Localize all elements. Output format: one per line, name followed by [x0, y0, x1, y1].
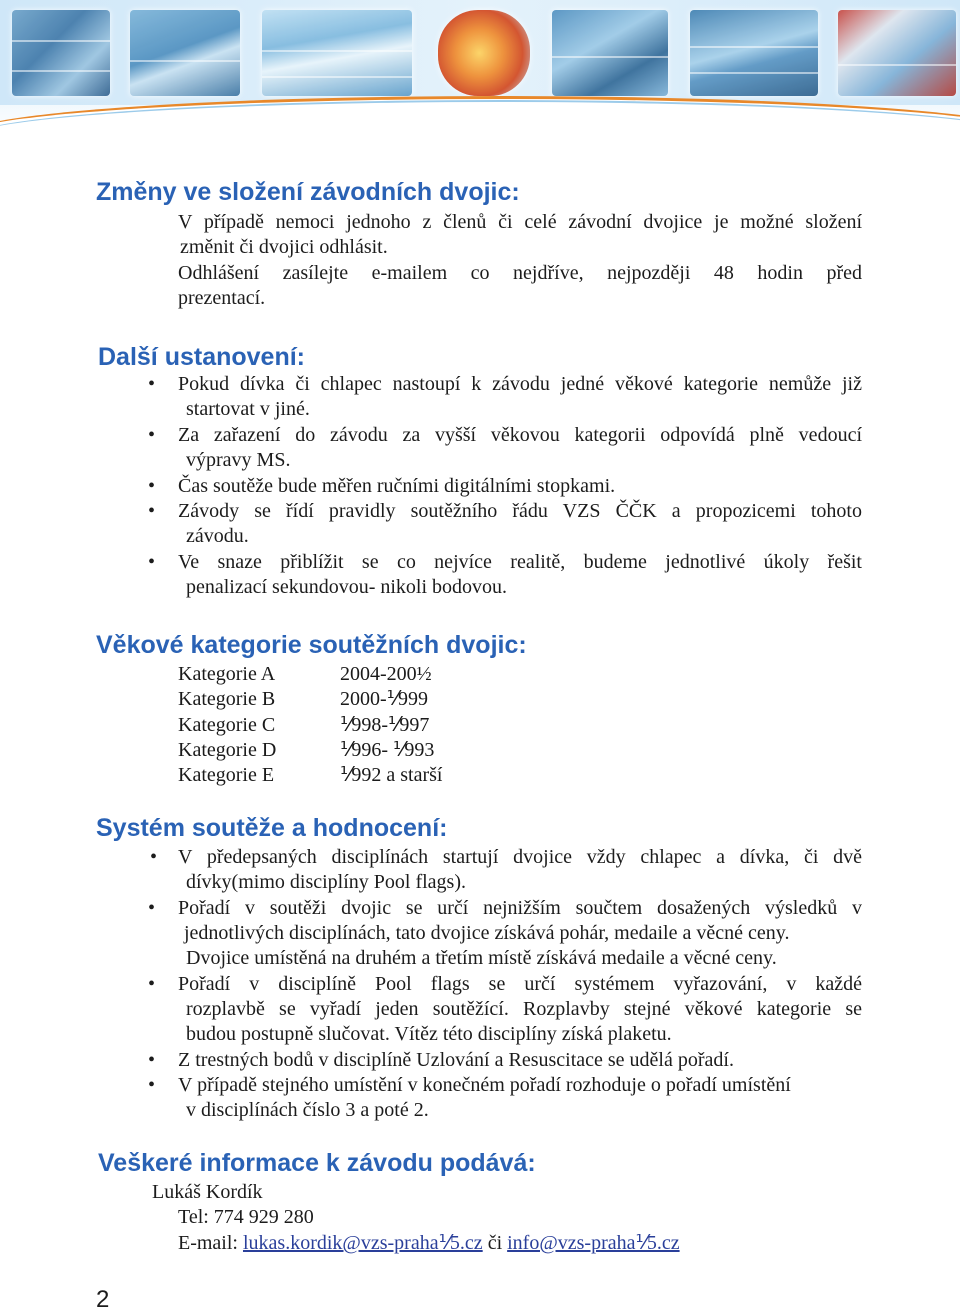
text-line: prezentací. — [178, 287, 266, 309]
photo-swimmer-underwater — [130, 10, 240, 96]
heading-system: Systém soutěže a hodnocení: — [96, 814, 448, 842]
contact-name: Lukáš Kordík — [152, 1181, 263, 1203]
category-name: Kategorie E — [178, 764, 275, 786]
list-item: Závody se řídí pravidly soutěžního řádu VZS ČČK a propozicemi tohoto — [178, 500, 862, 522]
email-link-info[interactable]: info@vzs-praha⅟5.cz — [507, 1232, 680, 1254]
bullet: • — [150, 846, 158, 868]
list-item-cont: závodu. — [186, 525, 249, 547]
category-years: ⅟998-⅟997 — [340, 714, 430, 736]
list-item-cont: startovat v jiné. — [186, 398, 310, 420]
list-item: Za zařazení do závodu za vyšší věkovou kategorii odpovídá plně vedoucí — [178, 424, 862, 446]
heading-changes: Změny ve složení závodních dvojic: — [96, 178, 520, 206]
heading-other: Další ustanovení: — [98, 343, 305, 371]
category-name: Kategorie B — [178, 688, 276, 710]
text-line: změnit či dvojici odhlásit. — [180, 236, 388, 258]
category-years: ⅟992 a starší — [340, 764, 443, 786]
list-item-cont: rozplavbě se vyřadí jeden soutěžící. Rozplavby stejné věkové kategorie se — [186, 998, 862, 1020]
bullet: • — [148, 373, 156, 395]
bullet: • — [148, 551, 156, 573]
list-item: Pokud dívka či chlapec nastoupí k závodu jedné věkové kategorie nemůže již — [178, 373, 862, 395]
bullet: • — [148, 1049, 156, 1071]
list-item-cont: Dvojice umístěná na druhém a třetím místě získává medaile a věcné ceny. — [186, 947, 777, 969]
bullet: • — [148, 500, 156, 522]
list-item: Ve snaze přiblížit se co nejvíce realitě, budeme jednotlivé úkoly řešit — [178, 551, 862, 573]
heading-contact: Veškeré informace k závodu podává: — [98, 1149, 536, 1177]
bullet: • — [148, 973, 156, 995]
photo-pool-rescue — [552, 10, 668, 96]
list-item: V případě stejného umístění v konečném pořadí rozhoduje o pořadí umístění — [178, 1074, 791, 1096]
heading-categories: Věkové kategorie soutěžních dvojic: — [96, 631, 527, 659]
list-item: Čas soutěže bude měřen ručními digitálními stopkami. — [178, 475, 616, 497]
photo-swimmer-splash — [262, 10, 412, 96]
contact-email-line — [178, 1231, 680, 1256]
list-item: V předepsaných disciplínách startují dvojice vždy chlapec a dívka, či dvě — [178, 846, 862, 868]
email-label: E-mail: — [178, 1232, 238, 1254]
text-line: V případě nemoci jednoho z členů či celé závodní dvojice je možné složení — [178, 211, 862, 233]
bullet: • — [148, 1074, 156, 1096]
photo-pool-buoy — [690, 10, 818, 96]
list-item-cont: budou postupně slučovat. Vítěz této disciplíny získá plaketu. — [186, 1023, 672, 1045]
list-item: Pořadí v disciplíně Pool flags se určí systémem vyřazování, v každé — [178, 973, 862, 995]
category-name: Kategorie D — [178, 739, 277, 761]
category-name: Kategorie C — [178, 714, 276, 736]
list-item: Pořadí v soutěži dvojic se určí nejnižším součtem dosažených výsledků v — [178, 897, 862, 919]
email-link-lukas[interactable]: lukas.kordik@vzs-praha⅟5.cz — [242, 1232, 483, 1254]
category-years: 2004-200½ — [340, 663, 432, 685]
bullet: • — [148, 424, 156, 446]
text-line: Odhlášení zasílejte e-mailem co nejdříve, nejpozději 48 hodin před — [178, 262, 862, 284]
list-item-cont: penalizací sekundovou- nikoli bodovou. — [186, 576, 508, 598]
photo-team-pool — [838, 10, 956, 96]
category-years: ⅟996- ⅟993 — [340, 739, 435, 761]
bullet: • — [148, 475, 156, 497]
list-item-cont: jednotlivých disciplínách, tato dvojice získává pohár, medaile a věcné ceny. — [184, 922, 790, 944]
category-years: 2000-⅟999 — [340, 688, 429, 710]
header-banner — [0, 0, 960, 140]
bullet: • — [148, 897, 156, 919]
list-item-cont: dívky(mimo disciplíny Pool flags). — [186, 871, 466, 893]
email-separator: či — [487, 1232, 503, 1254]
list-item: Z trestných bodů v disciplíně Uzlování a Resuscitace se udělá pořadí. — [178, 1049, 734, 1071]
photo-swimmers-start — [12, 10, 110, 96]
category-name: Kategorie A — [178, 663, 276, 685]
list-item-cont: v disciplínách číslo 3 a poté 2. — [186, 1099, 429, 1121]
photo-orange-sun — [438, 10, 530, 96]
contact-phone: Tel: 774 929 280 — [178, 1206, 314, 1228]
page-number: 2 — [96, 1286, 110, 1313]
list-item-cont: výpravy MS. — [186, 449, 291, 471]
